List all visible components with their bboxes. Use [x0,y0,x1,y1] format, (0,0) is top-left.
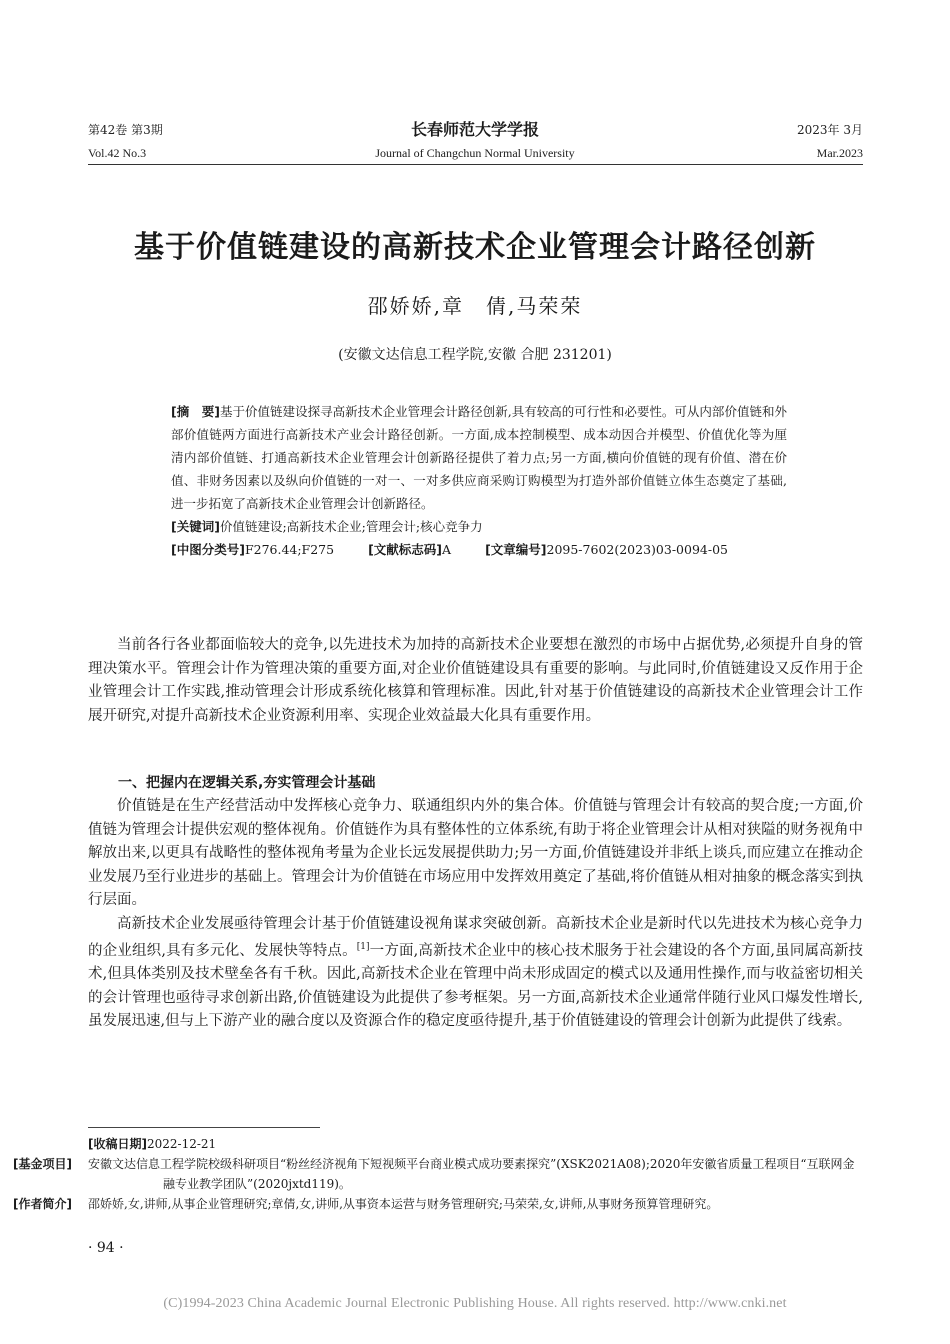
footnote-rule [88,1127,320,1128]
paragraph-2 [88,913,863,1034]
paragraph-2-b: 一方面,高新技术企业中的核心技术服务于社会建设的各个方面,虽同属高新技术,但具体类别及技术壁垒各有千秋。因此,高新技术企业在管理中尚未形成固定的模式以及通用性操作,而与收益密切相关的会计管理也亟待寻求创新出路,价值链建设为此提供了参考框架。另一方面,高新技术企业通常伴随行业风口爆发性增长,虽发展迅速,但与上下游产业的融合度以及资源合作的稳定度亟待提升,基于价值链建设的管理会计创新为此提供了线索。 [88,942,863,1030]
author-bio: [作者简介] 邵娇娇,女,讲师,从事企业管理研究;章倩,女,讲师,从事资本运营与财务管理研究;马荣荣,女,讲师,从事财务预算管理研究。 [13,1197,719,1211]
copyright-notice: (C)1994-2023 China Academic Journal Electronic Publishing House. All rights reserved. http://www.cnki.net [163,1296,787,1311]
classification-line [171,538,787,561]
article-title: 基于价值链建设的高新技术企业管理会计路径创新 [134,230,816,265]
keywords [171,515,787,538]
abstract-block [171,400,787,561]
received-label: [收稿日期] [88,1137,147,1151]
footnotes [13,1134,863,1214]
intro-text: 当前各行各业都面临较大的竞争,以先进技术为加持的高新技术企业要想在激烈的市场中占据优势,必须提升自身的管理决策水平。管理会计作为管理决策的重要方面,对企业价值链建设具有重要的影响。与此同时,价值链建设又反作用于企业管理会计工作实践,推动管理会计形成系统化核算和管理标准。因此,针对基于价值链建设的高新技术企业管理会计工作展开研究,对提升高新技术企业资源利用率、实现企业效益最大化具有重要作用。 [88,637,863,724]
intro-paragraph [88,634,863,728]
fund-text: 安徽文达信息工程学院校级科研项目“粉丝经济视角下短视频平台商业模式成功要素探究”(XSK2021A08);2020年安徽省质量工程项目“互联网金融专业教学团队”(2020jxtd119)。 [88,1157,855,1191]
clc-label: [中图分类号] [171,542,245,557]
article-no-label: [文章编号] [485,542,547,557]
header-rule [88,164,863,165]
clc-value: F276.44;F275 [244,542,335,557]
fund-info: [基金项目] 安徽文达信息工程学院校级科研项目“粉丝经济视角下短视频平台商业模式成功要素探究”(XSK2021A08);2020年安徽省质量工程项目“互联网金融专业教学团队”(2020jxtd119)。 [13,1157,855,1191]
section-heading-1: 一、把握内在逻辑关系,夯实管理会计基础 [118,775,376,791]
received-value: 2022-12-21 [146,1137,217,1151]
author-bio-text: 邵娇娇,女,讲师,从事企业管理研究;章倩,女,讲师,从事资本运营与财务管理研究;马荣荣,女,讲师,从事财务预算管理研究。 [88,1197,719,1211]
paragraph-2-a: 高新技术企业发展亟待管理会计基于价值链建设视角谋求突破创新。高新技术企业是新时代以先进技术为核心竞争力的企业组织,具有多元化、发展快等特点。 [88,915,863,959]
received-date [88,1134,863,1154]
citation-ref-1[interactable]: [1] [356,942,370,952]
journal-title-en: Journal of Changchun Normal University [375,146,575,160]
section1-body [88,795,863,1034]
doc-code-label: [文献标志码] [368,542,443,557]
abstract-text: 基于价值链建设探寻高新技术企业管理会计路径创新,具有较高的可行性和必要性。可从内部价值链和外部价值链两方面进行高新技术产业会计路径创新。一方面,成本控制模型、成本动因合并模型、价值优化等为厘清内部价值链、打通高新技术企业管理会计创新路径提供了着力点;另一方面,横向价值链的现有价值、潜在价值、非财务因素以及纵向价值链的一对一、一对多供应商采购订购模型为打造外部价值链立体生态奠定了基础,进一步拓宽了高新技术企业管理会计创新路径。 [171,404,787,511]
journal-title-cn: 长春师范大学学报 [410,120,539,139]
volume-issue-en: Vol.42 No.3 [88,146,147,160]
paragraph-1: 价值链是在生产经营活动中发挥核心竞争力、联通组织内外的集合体。价值链与管理会计有较高的契合度;一方面,价值链为管理会计提供宏观的整体视角。价值链作为具有整体性的立体系统,有助于将企业管理会计从相对狭隘的财务视角中解放出来,以更具有战略性的整体视角考量为企业长远发展提供助力;另一方面,价值链建设并非纸上谈兵,而应建立在推动企业发展乃至行业进步的基础上。管理会计为价值链在市场应用中发挥效用奠定了基础,将价值链从相对抽象的概念落实到执行层面。 [88,798,863,908]
article-no-value: 2095-7602(2023)03-0094-05 [546,542,728,557]
page-number: · 94 · [88,1240,124,1256]
keywords-label: [关键词] [171,519,220,534]
doc-code-value: A [442,542,452,557]
abstract [171,400,787,515]
affiliation: (安徽文达信息工程学院,安徽 合肥 231201) [338,347,612,363]
keywords-text: 价值链建设;高新技术企业;管理会计;核心竞争力 [219,519,483,534]
abstract-label: [摘 要] [171,404,220,419]
date-en: Mar.2023 [816,146,863,160]
date-cn: 2023年 3月 [797,123,863,137]
volume-issue-cn: 第42卷 第3期 [88,123,163,137]
authors: 邵娇娇,章 倩,马荣荣 [367,294,583,318]
